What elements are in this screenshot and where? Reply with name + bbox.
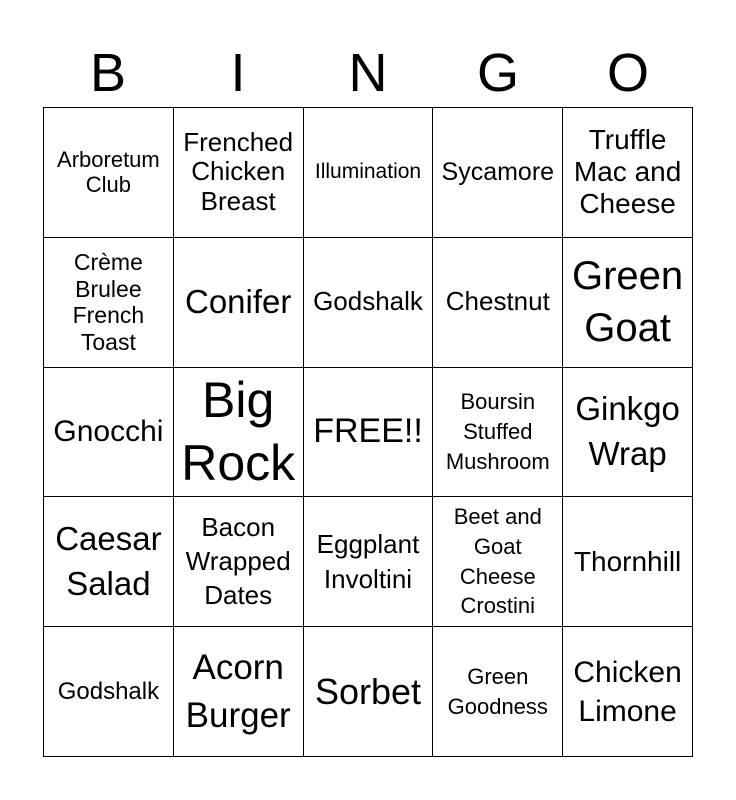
bingo-board: [43, 107, 693, 757]
bingo-cell[interactable]: [433, 108, 563, 238]
cell-label: Chicken Limone: [573, 655, 682, 728]
bingo-cell[interactable]: [44, 368, 174, 498]
cell-label: Caesar Salad: [55, 520, 162, 602]
bingo-cell[interactable]: [433, 238, 563, 368]
bingo-cell[interactable]: [174, 497, 304, 627]
cell-label: Godshalk: [57, 677, 160, 705]
bingo-cell[interactable]: [563, 238, 693, 368]
cell-label: Sorbet: [314, 670, 422, 712]
bingo-cell[interactable]: [44, 108, 174, 238]
bingo-cell[interactable]: [563, 627, 693, 757]
cell-label: Illumination: [314, 160, 422, 184]
bingo-cell[interactable]: [563, 497, 693, 627]
bingo-cell[interactable]: [433, 368, 563, 498]
bingo-cell[interactable]: [174, 368, 304, 498]
bingo-cell[interactable]: [44, 497, 174, 627]
header-letter-g: G: [476, 43, 519, 103]
cell-label: Green Goodness: [447, 663, 548, 719]
cell-label: Bacon Wrapped Dates: [185, 512, 291, 610]
cell-label: Thornhill: [573, 545, 682, 577]
bingo-cell[interactable]: [304, 238, 434, 368]
cell-label: Sycamore: [441, 158, 555, 187]
cell-label: Conifer: [185, 283, 292, 321]
cell-label: Godshalk: [313, 286, 423, 317]
cell-label: Big Rock: [181, 372, 296, 491]
bingo-cell[interactable]: [304, 627, 434, 757]
cell-label: Crème Brulee French Toast: [72, 249, 145, 355]
header-letter-o: O: [606, 43, 649, 103]
cell-label: Gnocchi: [53, 414, 164, 448]
cell-label: Green Goat: [572, 254, 684, 351]
header-letter-b: B: [89, 43, 127, 103]
bingo-cell[interactable]: [304, 497, 434, 627]
bingo-cell[interactable]: [174, 238, 304, 368]
cell-label: Frenched Chicken Breast: [183, 126, 294, 217]
bingo-cell[interactable]: [433, 627, 563, 757]
bingo-cell[interactable]: [563, 108, 693, 238]
cell-label: Chestnut: [445, 286, 550, 317]
cell-label: Arboretum Club: [57, 147, 160, 198]
cell-label: Beet and Goat Cheese Crostini: [453, 504, 542, 619]
bingo-cell[interactable]: [174, 627, 304, 757]
cell-label: Boursin Stuffed Mushroom: [445, 389, 550, 474]
cell-label: FREE!!: [313, 412, 423, 451]
bingo-header: [43, 40, 693, 106]
cell-label: Truffle Mac and Cheese: [573, 124, 682, 220]
cell-label: Eggplant Involtini: [316, 528, 420, 594]
bingo-cell[interactable]: [44, 627, 174, 757]
bingo-cell[interactable]: [304, 108, 434, 238]
free-space[interactable]: [304, 368, 434, 498]
header-letter-i: I: [230, 43, 246, 103]
header-letter-n: N: [348, 43, 388, 103]
cell-label: Acorn Burger: [185, 648, 291, 735]
bingo-cell[interactable]: [44, 238, 174, 368]
bingo-cell[interactable]: [563, 368, 693, 498]
bingo-cell[interactable]: [433, 497, 563, 627]
cell-label: Ginkgo Wrap: [575, 390, 680, 472]
bingo-cell[interactable]: [174, 108, 304, 238]
